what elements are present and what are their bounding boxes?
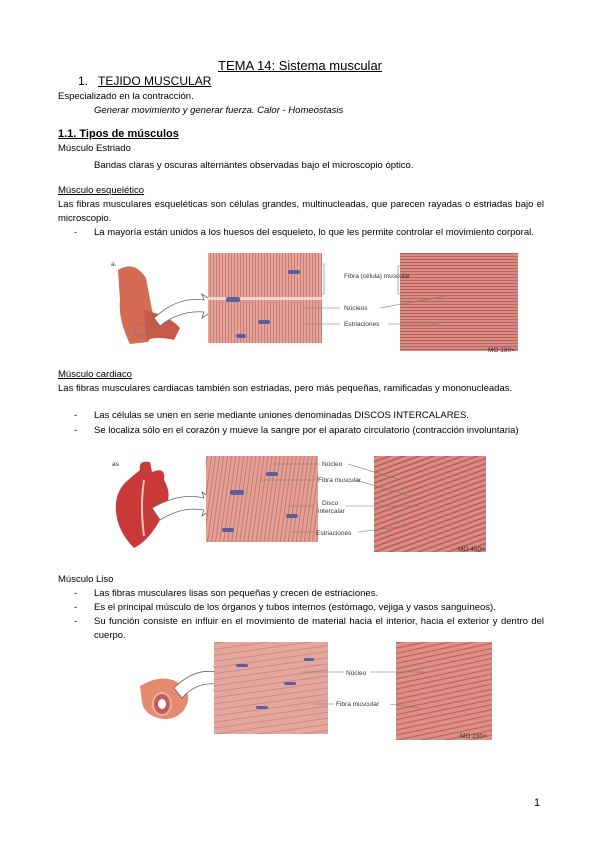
page-number: 1 bbox=[534, 797, 541, 809]
subsection-heading: 1.1. Tipos de músculos bbox=[58, 128, 179, 140]
liso-heading: Músculo Liso bbox=[58, 574, 114, 585]
label-fibra-muscular: Fibra muscular bbox=[336, 701, 379, 708]
label-intercalar: intercalar bbox=[318, 508, 345, 515]
label-estriaciones: Estriaciones bbox=[316, 530, 352, 537]
arm-illustration bbox=[118, 266, 220, 344]
striated-tissue-image bbox=[208, 253, 322, 343]
micrograph-image bbox=[396, 642, 492, 740]
list-item-text: Se localiza sólo en el corazón y mueve la sangre por el aparato circulatorio (contracción involuntaria) bbox=[94, 425, 519, 436]
list-item: - La mayoría están unidos a los huesos del esqueleto, lo que les permite controlar el movimiento corporal. bbox=[74, 227, 534, 238]
cardiac-muscle-figure bbox=[110, 456, 502, 556]
list-item: - Las células se unen en serie mediante uniones denominadas DISCOS INTERCALARES. bbox=[74, 410, 469, 421]
list-item-text: Es el principal músculo de los órganos y tubos internos (estómago, vejiga y vasos sanguíneos). bbox=[94, 602, 496, 613]
smooth-muscle-figure bbox=[134, 642, 496, 742]
micrograph-image bbox=[374, 456, 486, 552]
label-nucleo: Núcleo bbox=[346, 670, 367, 677]
list-item-text: Su función consiste en influir en el movimiento de material hacia el interior, hacia el exterior y dentro del cuerpo. bbox=[94, 616, 544, 641]
esqueletico-heading: Músculo esquelético bbox=[58, 185, 145, 196]
list-item-text: La mayoría están unidos a los huesos del esqueleto, lo que les permite controlar el movimiento corporal. bbox=[94, 227, 534, 238]
skeletal-muscle-figure bbox=[108, 250, 520, 356]
list-item-text: Las fibras musculares lisas son pequeñas y crecen de estriaciones. bbox=[94, 588, 379, 599]
list-item-text: Las células se unen en serie mediante uniones denominadas DISCOS INTERCALARES. bbox=[94, 410, 469, 421]
label-fibra-muscular: Fibra muscular bbox=[318, 477, 361, 484]
label-nucleos: Núcleos bbox=[344, 305, 368, 312]
cardiaco-heading: Músculo cardiaco bbox=[58, 369, 132, 380]
esqueletico-text: Las fibras musculares esqueléticas son células grandes, multinucleadas, que parecen rayadas o estriadas bajo el microscopio. bbox=[58, 199, 544, 224]
smooth-tissue-image bbox=[214, 642, 328, 734]
page-title: TEMA 14: Sistema muscular bbox=[218, 58, 382, 73]
magnification-label: MO 450× bbox=[458, 546, 485, 553]
label-estriaciones: Estriaciones bbox=[344, 321, 380, 328]
list-item: - Es el principal músculo de los órganos y tubos internos (estómago, vejiga y vasos sanguíneos). bbox=[74, 602, 496, 613]
intro-subtext: Generar movimiento y generar fuerza. Calor - Homeostasis bbox=[94, 105, 344, 116]
list-item: - Se localiza sólo en el corazón y mueve la sangre por el aparato circulatorio (contracción involuntaria) bbox=[74, 425, 519, 436]
section-number: 1. bbox=[78, 74, 89, 88]
intro-text: Especializado en la contracción. bbox=[58, 91, 194, 102]
label-disco: Disco bbox=[322, 500, 339, 507]
magnification-label: MO 180× bbox=[488, 347, 515, 354]
estriado-heading: Músculo Estriado bbox=[58, 143, 131, 154]
panel-label: a. bbox=[111, 261, 117, 268]
section-heading-1 bbox=[78, 73, 211, 90]
list-item: - Su función consiste en influir en el movimiento de material hacia el interior, hacia el exterior y dentro del cuerpo. bbox=[74, 616, 544, 641]
label-fibra: Fibra (célula) muscular bbox=[344, 273, 411, 280]
section-title: TEJIDO MUSCULAR bbox=[98, 74, 212, 88]
estriado-description: Bandas claras y oscuras alternantes observadas bajo el microscopio óptico. bbox=[94, 160, 414, 171]
list-item: - Las fibras musculares lisas son pequeñas y crecen de estriaciones. bbox=[74, 588, 379, 599]
magnification-label: MO 230× bbox=[460, 733, 487, 740]
panel-label: as bbox=[112, 461, 119, 468]
cardiaco-text: Las fibras musculares cardiacas también son estriadas, pero más pequeñas, ramificadas y mononucleadas. bbox=[58, 383, 513, 394]
label-nucleo: Núcleo bbox=[322, 461, 343, 468]
micrograph-image bbox=[400, 253, 518, 351]
heart-illustration bbox=[116, 462, 220, 548]
